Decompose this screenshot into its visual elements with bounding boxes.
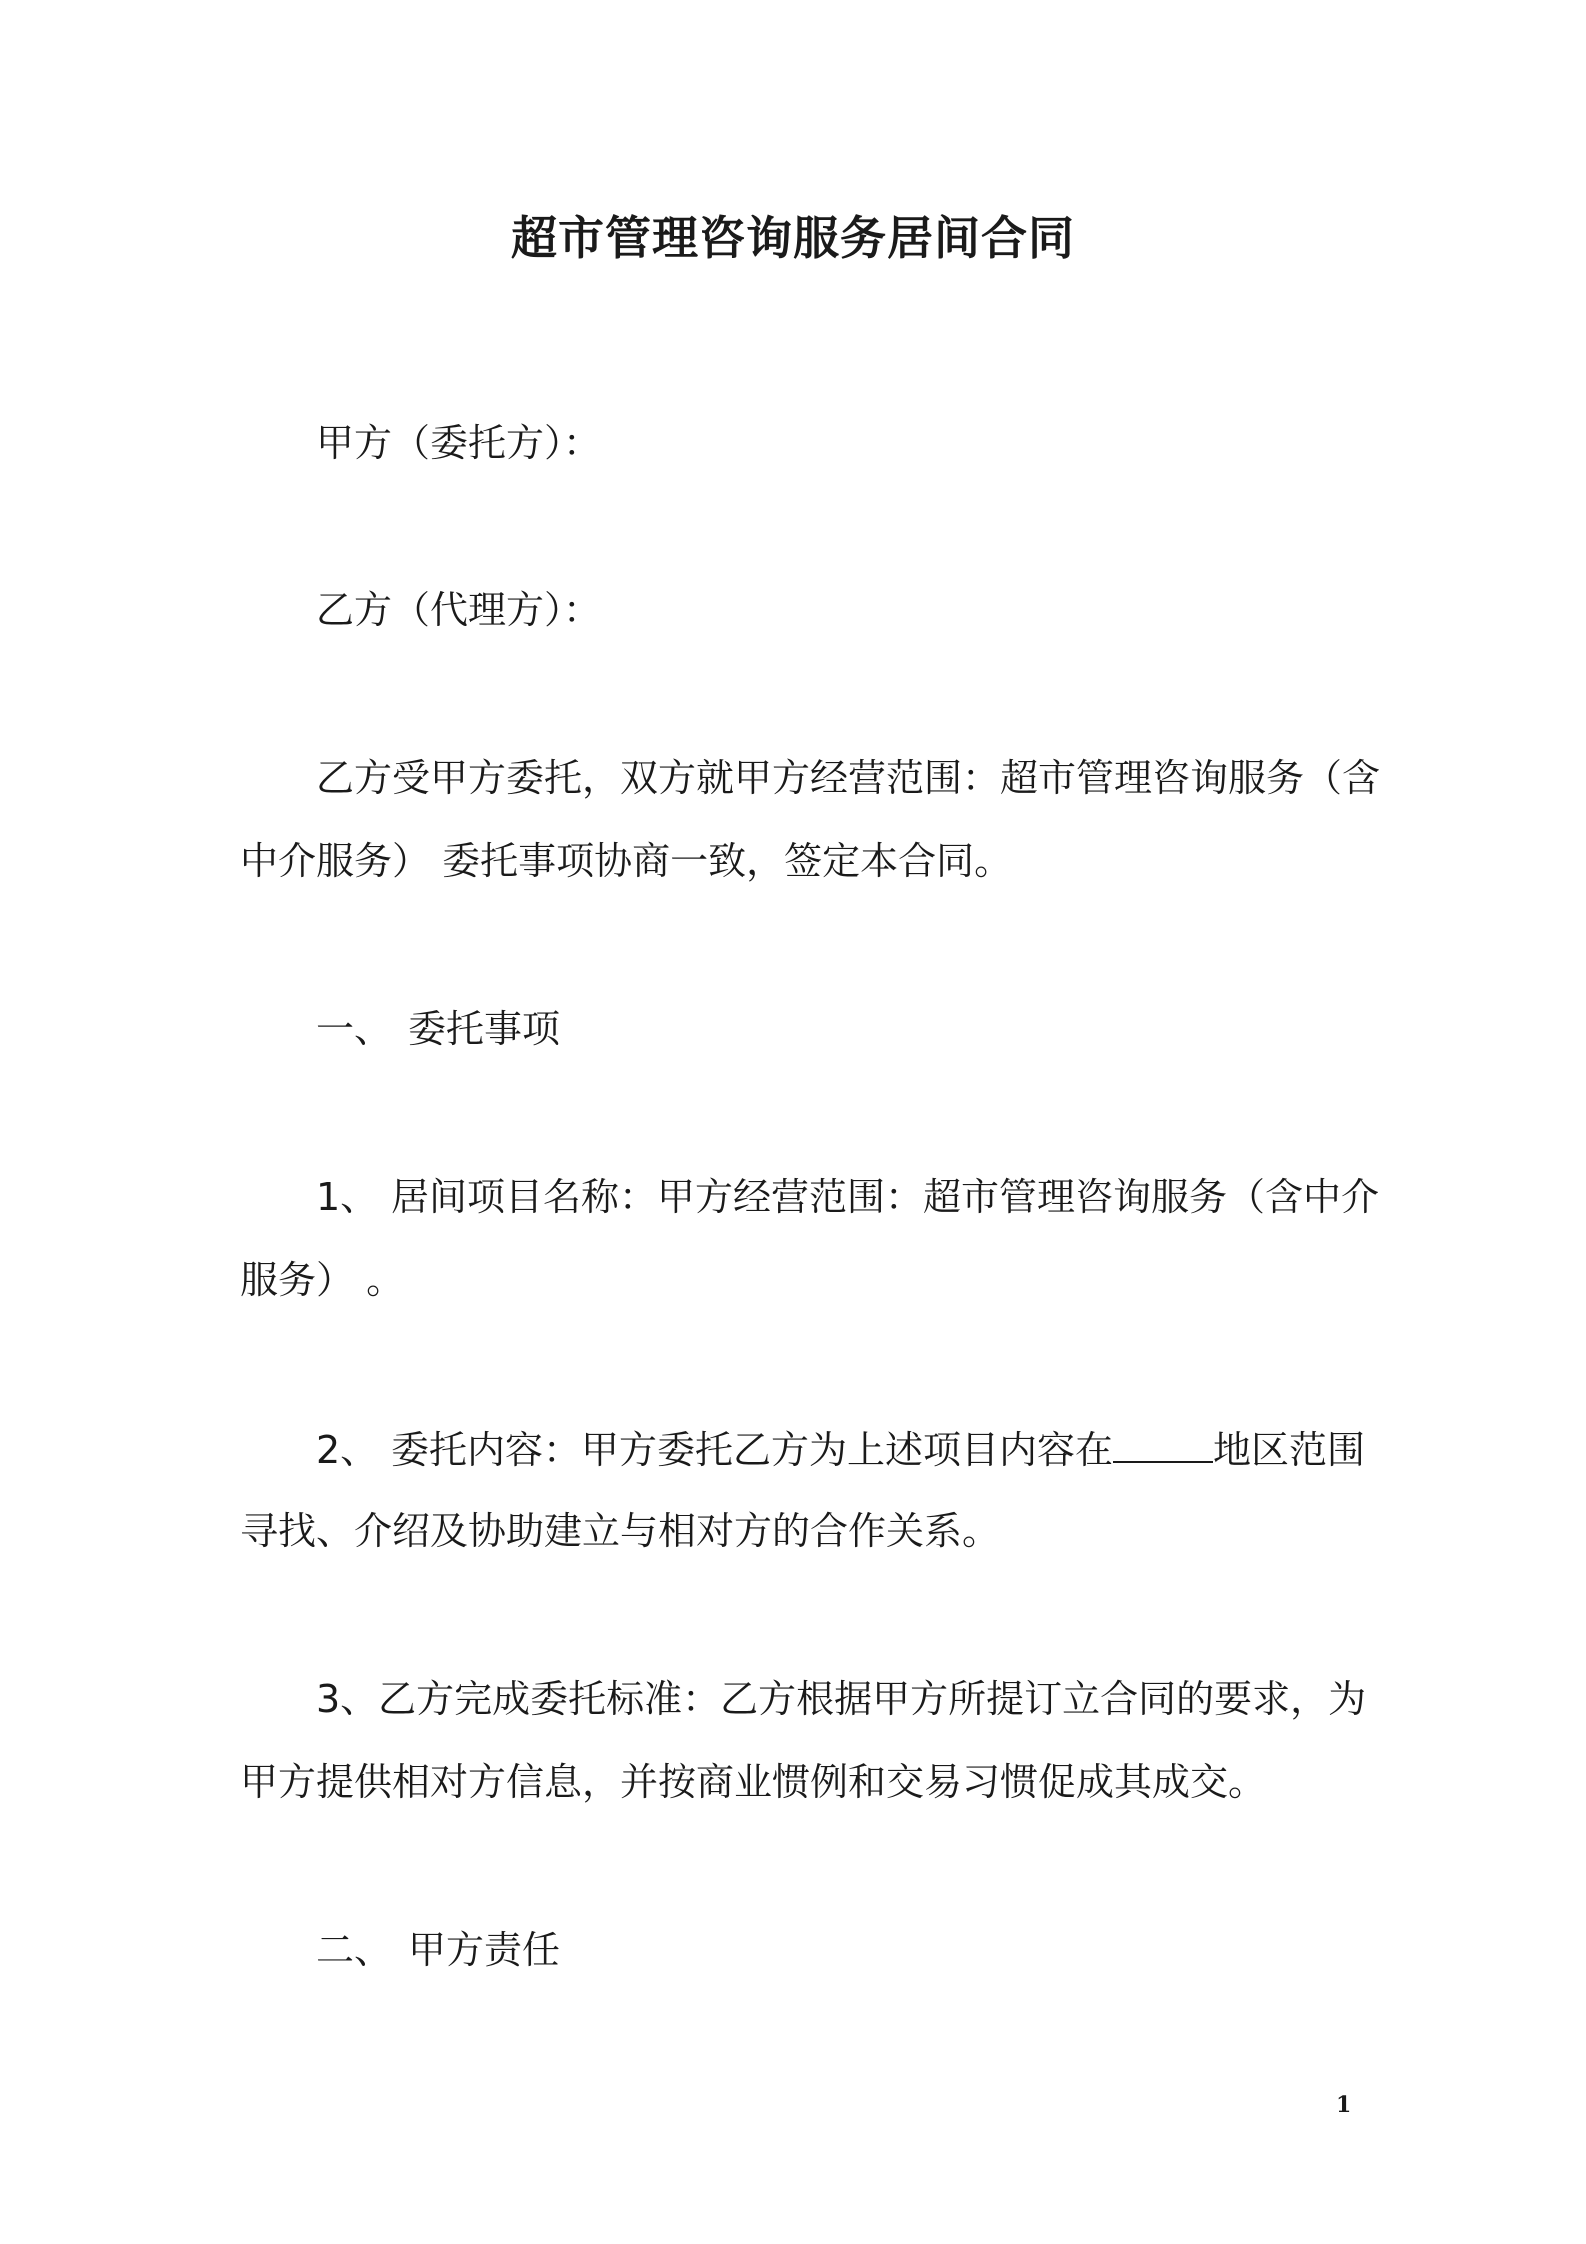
intro-paragraph-line-2: 中介服务） 委托事项协商一致，签定本合同。 xyxy=(240,839,1013,883)
section-1-heading xyxy=(316,1004,560,1054)
party-a-label: 甲方（委托方）： xyxy=(316,421,602,465)
item-2-text-before-blank: 委托内容：甲方委托乙方为上述项目内容在 xyxy=(391,1428,1114,1472)
section-2-title: 甲方责任 xyxy=(408,1928,561,1972)
section-2-heading xyxy=(316,1925,560,1975)
section-1-title: 委托事项 xyxy=(408,1007,561,1051)
item-2-line-2: 寻找、介绍及协助建立与相对方的合作关系。 xyxy=(240,1509,1001,1553)
document-title: 超市管理咨询服务居间合同 xyxy=(511,211,1075,265)
item-3-line-1: 3、乙方完成委托标准：乙方根据甲方所提订立合同的要求，为 xyxy=(316,1677,1367,1721)
intro-paragraph-line-1: 乙方受甲方委托，双方就甲方经营范围：超市管理咨询服务（含 xyxy=(316,756,1381,800)
party-b-label: 乙方（代理方）： xyxy=(316,588,602,632)
section-1-number: 一、 xyxy=(316,1007,393,1051)
item-1-line-1 xyxy=(316,1172,1379,1222)
section-2-number: 二、 xyxy=(316,1928,393,1972)
item-1-line-2: 服务） 。 xyxy=(240,1258,405,1302)
item-2-line-1 xyxy=(316,1423,1365,1475)
fill-in-blank xyxy=(1113,1423,1213,1463)
item-3-line-2: 甲方提供相对方信息，并按商业惯例和交易习惯促成其成交。 xyxy=(240,1760,1267,1804)
item-1-number: 1、 xyxy=(316,1175,379,1219)
page-number: 1 xyxy=(1336,2092,1352,2118)
item-2-number: 2、 xyxy=(316,1428,379,1472)
item-1-text: 居间项目名称：甲方经营范围：超市管理咨询服务（含中介 xyxy=(391,1175,1380,1219)
item-2-text-after-blank: 地区范围 xyxy=(1213,1428,1366,1472)
